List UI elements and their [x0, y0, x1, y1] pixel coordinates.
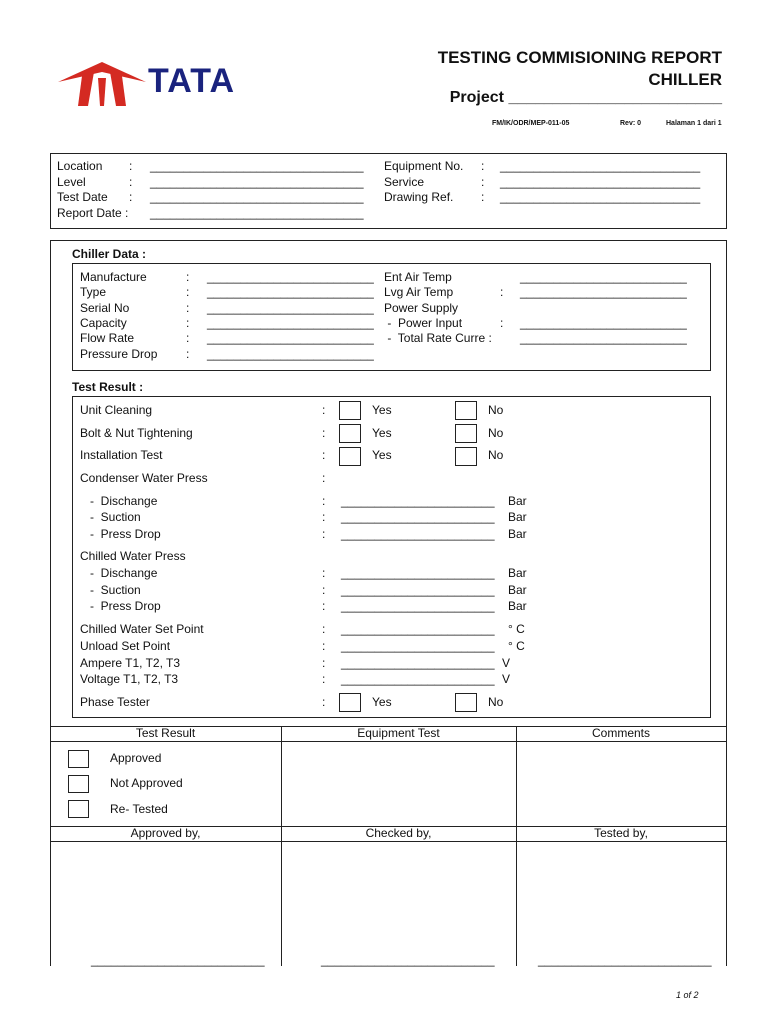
project-label: Project ________________________	[449, 89, 722, 106]
location-field[interactable]: ________________________________	[150, 159, 364, 173]
installation-test-no-checkbox[interactable]	[455, 447, 477, 466]
capacity-label: Capacity	[80, 316, 127, 330]
ent-air-temp-label: Ent Air Temp	[384, 270, 452, 284]
manufacture-label: Manufacture	[80, 270, 147, 284]
serial-no-field[interactable]: _________________________	[207, 301, 374, 315]
test-date-field[interactable]: ________________________________	[150, 190, 364, 204]
chilled-water-set-point-unit: ° C	[508, 622, 525, 636]
condenser-discharge-field[interactable]: _______________________	[341, 494, 495, 508]
phase-tester-label: Phase Tester	[80, 695, 150, 709]
condenser-discharge-unit: Bar	[508, 494, 527, 508]
power-input-field[interactable]: _________________________	[520, 316, 687, 330]
condenser-water-press-colon: :	[322, 471, 326, 485]
unit-cleaning-yes-checkbox[interactable]	[339, 401, 361, 420]
drawing-ref-label: Drawing Ref.	[384, 190, 454, 204]
chilled-suction-label: - Suction	[90, 583, 141, 597]
table-header-line	[50, 741, 727, 742]
drawing-ref-colon: :	[481, 190, 485, 204]
ent-air-temp-field[interactable]: _________________________	[520, 270, 687, 284]
level-label: Level	[57, 175, 86, 189]
col-test-result-header: Test Result	[135, 726, 196, 740]
equipment-no-field[interactable]: ______________________________	[500, 159, 701, 173]
pressure-drop-field[interactable]: _________________________	[207, 347, 374, 361]
test-date-colon: :	[129, 190, 133, 204]
report-title-line1: TESTING COMMISIONING REPORT	[437, 48, 722, 67]
capacity-field[interactable]: _________________________	[207, 316, 374, 330]
bolt-nut-no-label: No	[488, 426, 504, 440]
installation-test-colon: :	[322, 448, 326, 462]
report-title-line2: CHILLER	[648, 70, 722, 89]
chilled-press-drop-label: - Press Drop	[90, 599, 161, 613]
tata-logo-icon	[58, 58, 146, 108]
phase-tester-colon: :	[322, 695, 326, 709]
page-info: Halaman 1 dari 1	[666, 120, 722, 127]
retested-checkbox[interactable]	[68, 800, 89, 818]
condenser-suction-label: - Suction	[90, 510, 141, 524]
serial-no-label: Serial No	[80, 301, 130, 315]
phase-tester-yes-label: Yes	[372, 695, 392, 709]
report-date-field[interactable]: ________________________________	[150, 206, 364, 220]
condenser-discharge-colon: :	[322, 494, 326, 508]
flow-rate-label: Flow Rate	[80, 331, 135, 345]
voltage-label: Voltage T1, T2, T3	[80, 672, 179, 686]
chilled-discharge-field[interactable]: _______________________	[341, 566, 495, 580]
pressure-drop-label: Pressure Drop	[80, 347, 158, 361]
tested-by-header: Tested by,	[594, 826, 648, 840]
manufacture-field[interactable]: _________________________	[207, 270, 374, 284]
doc-code: FM/IK/ODR/MEP-011-05	[492, 120, 570, 127]
checked-by-header: Checked by,	[365, 826, 432, 840]
test-date-label: Test Date	[57, 190, 108, 204]
approved-label: Approved	[110, 751, 162, 765]
approved-checkbox[interactable]	[68, 750, 89, 768]
type-colon: :	[186, 285, 190, 299]
approved-by-signature-line[interactable]: __________________________	[91, 953, 265, 967]
flow-rate-colon: :	[186, 331, 190, 345]
voltage-colon: :	[322, 672, 326, 686]
not-approved-label: Not Approved	[110, 776, 183, 790]
logo-text: TATA	[148, 62, 236, 100]
serial-no-colon: :	[186, 301, 190, 315]
level-colon: :	[129, 175, 133, 189]
manufacture-colon: :	[186, 270, 190, 284]
installation-test-yes-label: Yes	[372, 448, 392, 462]
installation-test-label: Installation Test	[80, 448, 163, 462]
condenser-discharge-label: - Dischange	[90, 494, 158, 508]
chilled-press-drop-colon: :	[322, 599, 326, 613]
condenser-press-drop-field[interactable]: _______________________	[341, 527, 495, 541]
type-label: Type	[80, 285, 107, 299]
unit-cleaning-no-checkbox[interactable]	[455, 401, 477, 420]
chilled-suction-unit: Bar	[508, 583, 527, 597]
ampere-unit: V	[502, 656, 511, 670]
flow-rate-field[interactable]: _________________________	[207, 331, 374, 345]
retested-label: Re- Tested	[110, 802, 168, 816]
approved-by-header: Approved by,	[130, 826, 201, 840]
installation-test-no-label: No	[488, 448, 504, 462]
signature-header-line	[50, 841, 727, 842]
chilled-discharge-label: - Dischange	[90, 566, 158, 580]
service-label: Service	[384, 175, 425, 189]
test-result-heading: Test Result :	[72, 380, 144, 394]
condenser-suction-colon: :	[322, 510, 326, 524]
unload-set-point-colon: :	[322, 639, 326, 653]
installation-test-yes-checkbox[interactable]	[339, 447, 361, 466]
unit-cleaning-colon: :	[322, 403, 326, 417]
table-left-border	[50, 726, 51, 966]
unload-set-point-unit: ° C	[508, 639, 525, 653]
condenser-press-drop-unit: Bar	[508, 527, 527, 541]
condenser-water-press-label: Condenser Water Press	[80, 471, 208, 485]
voltage-unit: V	[502, 672, 511, 686]
power-supply-label: Power Supply	[384, 301, 459, 315]
condenser-press-drop-label: - Press Drop	[90, 527, 161, 541]
page-number: 1 of 2	[676, 990, 699, 1000]
capacity-colon: :	[186, 316, 190, 330]
condenser-suction-unit: Bar	[508, 510, 527, 524]
phase-tester-yes-checkbox[interactable]	[339, 693, 361, 712]
phase-tester-no-label: No	[488, 695, 504, 709]
col-equipment-test-header: Equipment Test	[357, 726, 440, 740]
phase-tester-no-checkbox[interactable]	[455, 693, 477, 712]
revision: Rev: 0	[620, 120, 642, 127]
equipment-no-label: Equipment No.	[384, 159, 464, 173]
chiller-data-heading: Chiller Data :	[72, 247, 147, 261]
equipment-no-colon: :	[481, 159, 485, 173]
lvg-air-temp-field[interactable]: _________________________	[520, 285, 687, 299]
drawing-ref-field[interactable]: ______________________________	[500, 190, 701, 204]
chilled-suction-field[interactable]: _______________________	[341, 583, 495, 597]
type-field[interactable]: _________________________	[207, 285, 374, 299]
level-field[interactable]: ________________________________	[150, 175, 364, 189]
bolt-nut-colon: :	[322, 426, 326, 440]
tested-by-signature-line[interactable]: __________________________	[538, 953, 712, 967]
lvg-air-temp-colon: :	[500, 285, 504, 299]
ampere-colon: :	[322, 656, 326, 670]
chilled-press-drop-unit: Bar	[508, 599, 527, 613]
bolt-nut-label: Bolt & Nut Tightening	[80, 426, 193, 440]
col-comments-header: Comments	[591, 726, 650, 740]
unit-cleaning-label: Unit Cleaning	[80, 403, 153, 417]
table-divider-2	[516, 726, 517, 966]
report-date-label: Report Date :	[57, 206, 129, 220]
condenser-press-drop-colon: :	[322, 527, 326, 541]
chilled-discharge-colon: :	[322, 566, 326, 580]
chilled-water-press-label: Chilled Water Press	[80, 549, 186, 563]
service-colon: :	[481, 175, 485, 189]
chilled-water-set-point-colon: :	[322, 622, 326, 636]
checked-by-signature-line[interactable]: __________________________	[321, 953, 495, 967]
unit-cleaning-no-label: No	[488, 403, 504, 417]
table-right-border	[726, 726, 727, 966]
chilled-press-drop-field[interactable]: _______________________	[341, 599, 495, 613]
lvg-air-temp-label: Lvg Air Temp	[384, 285, 454, 299]
ampere-label: Ampere T1, T2, T3	[80, 656, 181, 670]
location-label: Location	[57, 159, 103, 173]
chilled-discharge-unit: Bar	[508, 566, 527, 580]
chilled-water-set-point-field[interactable]: _______________________	[341, 622, 495, 636]
power-input-colon: :	[500, 316, 504, 330]
table-divider-1	[281, 726, 282, 966]
unload-set-point-label: Unload Set Point	[80, 639, 171, 653]
ampere-field[interactable]: _______________________	[341, 656, 495, 670]
location-colon: :	[129, 159, 133, 173]
not-approved-checkbox[interactable]	[68, 775, 89, 793]
power-input-label: - Power Input	[384, 316, 463, 330]
chilled-suction-colon: :	[322, 583, 326, 597]
bolt-nut-no-checkbox[interactable]	[455, 424, 477, 443]
chilled-water-set-point-label: Chilled Water Set Point	[80, 622, 204, 636]
bolt-nut-yes-checkbox[interactable]	[339, 424, 361, 443]
service-field[interactable]: ______________________________	[500, 175, 701, 189]
unload-set-point-field[interactable]: _______________________	[341, 639, 495, 653]
total-rate-current-field[interactable]: _________________________	[520, 331, 687, 345]
condenser-suction-field[interactable]: _______________________	[341, 510, 495, 524]
total-rate-current-label: - Total Rate Curre :	[384, 331, 492, 345]
bolt-nut-yes-label: Yes	[372, 426, 392, 440]
pressure-drop-colon: :	[186, 347, 190, 361]
unit-cleaning-yes-label: Yes	[372, 403, 392, 417]
voltage-field[interactable]: _______________________	[341, 672, 495, 686]
